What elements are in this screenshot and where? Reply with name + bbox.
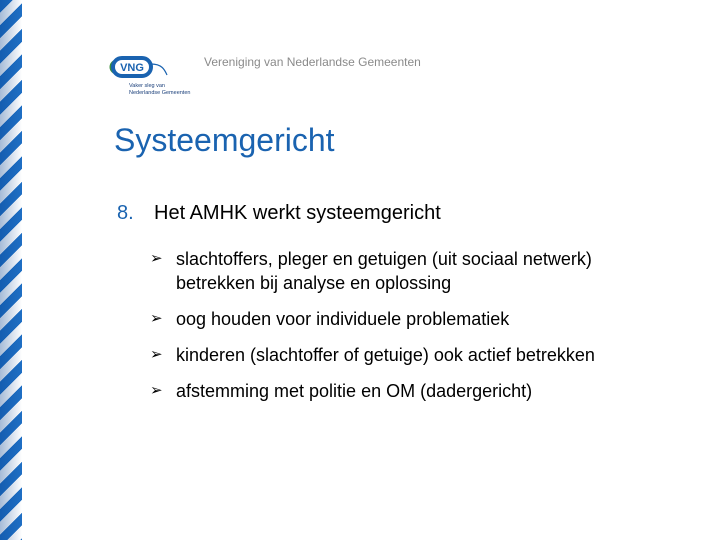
logo-text: VNG bbox=[120, 62, 144, 74]
list-item bbox=[150, 247, 710, 295]
point-text: Het AMHK werkt systeemgericht bbox=[154, 202, 441, 224]
bullet-list bbox=[150, 247, 710, 415]
bullet-text bbox=[176, 247, 592, 295]
logo-tagline-line-2: Nederlandse Gemeenten bbox=[129, 89, 191, 96]
point-number: 8. bbox=[117, 202, 134, 224]
arrow-bullet-icon: ➢ bbox=[150, 310, 163, 327]
numbered-point bbox=[117, 202, 441, 225]
bullet-text-line: slachtoffers, pleger en getuigen (uit sociaal netwerk) bbox=[176, 249, 592, 269]
bullet-text-line: betrekken bij analyse en oplossing bbox=[176, 273, 452, 293]
arrow-bullet-icon: ➢ bbox=[150, 382, 163, 399]
arrow-bullet-icon: ➢ bbox=[150, 346, 163, 363]
arrow-bullet-icon: ➢ bbox=[150, 250, 163, 267]
list-item bbox=[150, 307, 710, 331]
logo-tagline bbox=[129, 83, 190, 96]
organization-name: Vereniging van Nederlandse Gemeenten bbox=[204, 55, 421, 69]
bullet-text: afstemming met politie en OM (dadergericht) bbox=[176, 381, 533, 401]
bullet-text: oog houden voor individuele problematiek bbox=[176, 309, 510, 329]
side-stripe-shade bbox=[0, 0, 22, 540]
logo-tagline-line-1: Vaker sleg van bbox=[129, 83, 165, 89]
list-item bbox=[150, 343, 710, 367]
slide-title: Systeemgericht bbox=[114, 122, 335, 158]
bullet-text: kinderen (slachtoffer of getuige) ook actief betrekken bbox=[176, 345, 595, 365]
list-item bbox=[150, 379, 710, 403]
